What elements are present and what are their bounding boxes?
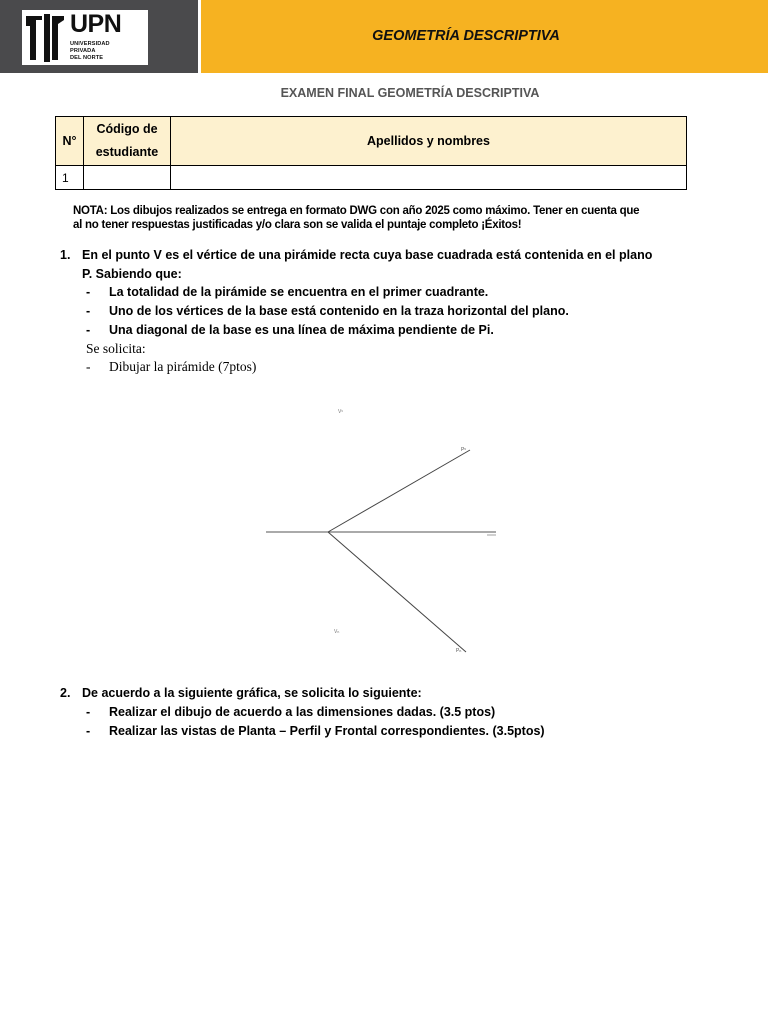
logo-subtitle-line: DEL NORTE bbox=[70, 55, 104, 61]
upn-logo bbox=[22, 10, 148, 65]
logo-subtitle-line: UNIVERSIDAD bbox=[70, 41, 110, 47]
label-p-upper: Pᵛ bbox=[461, 447, 466, 453]
student-table bbox=[55, 116, 687, 190]
bullet-item: Realizar las vistas de Planta – Perfil y Frontal correspondientes. (3.5ptos) bbox=[109, 724, 545, 738]
plane-trace-figure bbox=[262, 395, 502, 659]
question-number: 2. bbox=[60, 686, 71, 700]
horizontal-trace-line bbox=[328, 532, 466, 652]
exam-note bbox=[73, 204, 703, 232]
request-label: Se solicita: bbox=[86, 341, 146, 356]
label-p-lower: Pₕ bbox=[456, 648, 462, 654]
cell-student-code[interactable] bbox=[84, 166, 171, 190]
bullet-dash: - bbox=[86, 724, 91, 738]
cell-full-name[interactable] bbox=[171, 166, 687, 190]
bullet-dash: - bbox=[86, 285, 91, 299]
vertical-trace-line bbox=[328, 450, 470, 532]
logo-text: UPN bbox=[70, 10, 122, 38]
bullet-dash: - bbox=[86, 323, 91, 337]
torch-icon bbox=[22, 10, 68, 65]
note-line: NOTA: Los dibujos realizados se entrega en formato DWG con año 2025 como máximo. Tener en cuenta que bbox=[73, 205, 640, 217]
question-1 bbox=[60, 246, 720, 381]
bullet-dash: - bbox=[86, 705, 91, 719]
header-student-code: Código de estudiante bbox=[84, 117, 171, 166]
bullet-dash: - bbox=[86, 304, 91, 318]
header-full-name: Apellidos y nombres bbox=[171, 117, 687, 166]
bullet-item: Realizar el dibujo de acuerdo a las dimensiones dadas. (3.5 ptos) bbox=[109, 705, 496, 719]
question-text: De acuerdo a la siguiente gráfica, se solicita lo siguiente: bbox=[82, 686, 422, 700]
table-row bbox=[56, 166, 687, 190]
bullet-item: Uno de los vértices de la base está contenido en la traza horizontal del plano. bbox=[109, 304, 569, 318]
bullet-dash: - bbox=[86, 359, 91, 374]
question-number: 1. bbox=[60, 248, 71, 262]
bullet-item: La totalidad de la pirámide se encuentra en el primer cuadrante. bbox=[109, 285, 489, 299]
question-2 bbox=[60, 684, 720, 744]
header-title: GEOMETRÍA DESCRIPTIVA bbox=[372, 28, 560, 44]
request-item: Dibujar la pirámide (7ptos) bbox=[109, 359, 257, 374]
exam-title: EXAMEN FINAL GEOMETRÍA DESCRIPTIVA bbox=[280, 86, 540, 100]
label-v-upper: Vᵛ bbox=[338, 409, 343, 415]
bullet-item: Una diagonal de la base es una línea de máxima pendiente de Pi. bbox=[109, 323, 494, 337]
cell-number: 1 bbox=[56, 166, 84, 190]
question-text: En el punto V es el vértice de una pirámide recta cuya base cuadrada está contenida en el plano bbox=[82, 248, 653, 262]
header-number: N° bbox=[56, 117, 84, 166]
note-line: al no tener respuestas justificadas y/o clara son se valida el puntaje completo ¡Éxitos! bbox=[73, 219, 522, 231]
logo-subtitle-line: PRIVADA bbox=[70, 48, 96, 54]
label-v-lower: Vₕ bbox=[334, 629, 340, 635]
question-text: P. Sabiendo que: bbox=[82, 267, 182, 281]
table-header-row bbox=[56, 117, 687, 166]
